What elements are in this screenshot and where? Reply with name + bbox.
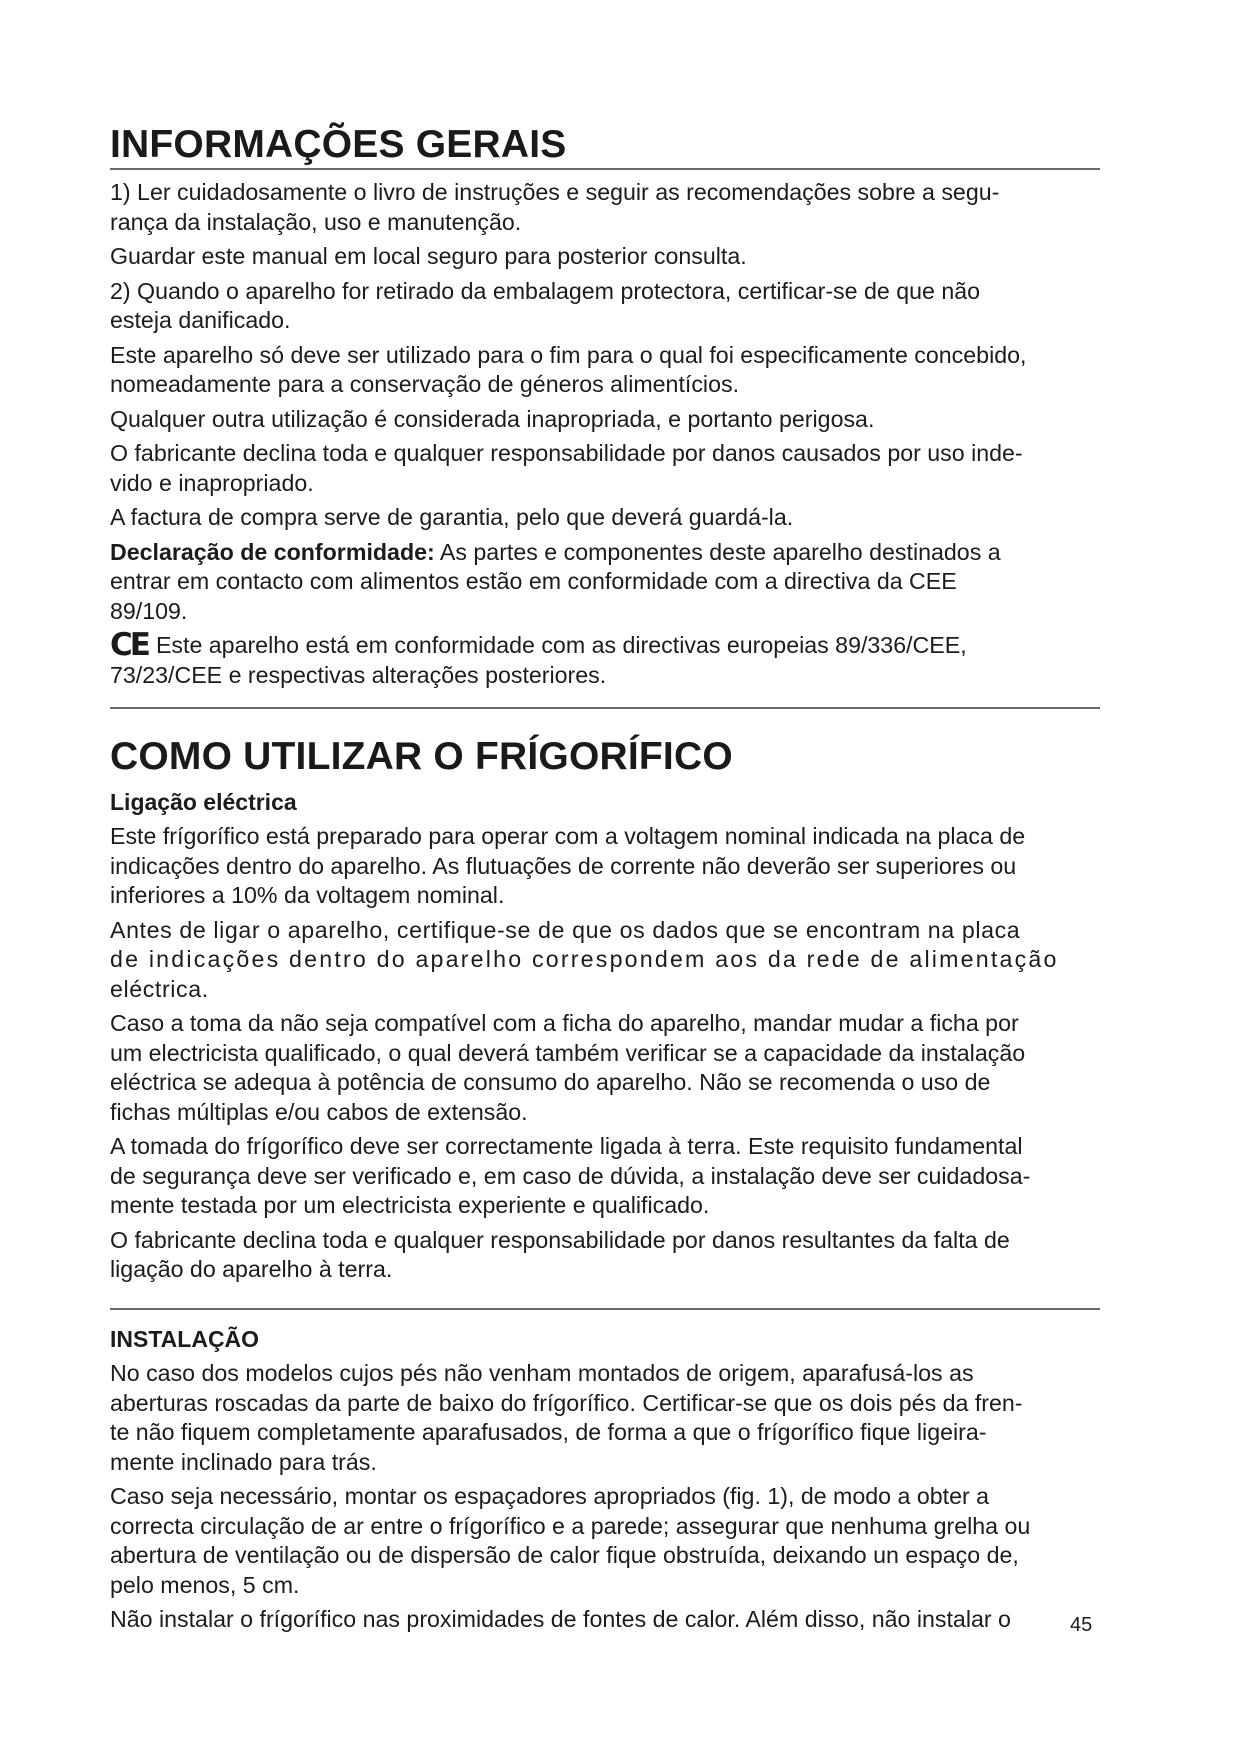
paragraph: 1) Ler cuidadosamente o livro de instruções e seguir as recomendações sobre a segu- rança da instalação, uso e manutenção. [110, 179, 1000, 235]
subsection-title-instalacao: INSTALAÇÃO [110, 1326, 260, 1352]
section-title-como-utilizar: COMO UTILIZAR O FRÍGORÍFICO [110, 735, 733, 778]
paragraph: Caso a toma da não seja compatível com a ficha do aparelho, mandar mudar a ficha por um electricista qualificado, o qual deverá também verificar se a capacidade da instalação eléctrica se adequa à potência de consumo do aparelho. Não se recomenda o uso de fichas múltiplas e/ou cabos de extensão. [110, 1010, 1026, 1125]
section-divider [110, 168, 1100, 170]
paragraph: A factura de compra serve de garantia, pelo que deverá guardá-la. [110, 504, 794, 530]
paragraph: 2) Quando o aparelho for retirado da embalagem protectora, certificar-se de que não esteja danificado. [110, 277, 981, 333]
section-instalacao-body [110, 1324, 1100, 1635]
paragraph: Qualquer outra utilização é considerada inapropriada, e portanto perigosa. [110, 405, 875, 432]
paragraph: Não instalar o frígorífico nas proximidades de fontes de calor. Além disso, não instalar o [110, 1606, 1011, 1632]
paragraph: A tomada do frígorífico deve ser correctamente ligada à terra. Este requisito fundamental de segurança deve ser verificado e, em caso de dúvida, a instalação deve ser cuidadosa- mente testada por um electricista experiente e qualificado. [110, 1133, 1031, 1218]
section-divider [110, 707, 1100, 709]
page-number: 45 [1070, 1614, 1093, 1636]
section-title-informacoes-gerais: INFORMAÇÕES GERAIS [110, 123, 567, 166]
paragraph: Caso seja necessário, montar os espaçadores apropriados (fig. 1), de modo a obter a correcta circulação de ar entre o frígorífico e a parede; assegurar que nenhuma grelha ou abertura de ventilação ou de dispersão de calor fique obstruída, deixando un espaço de, pelo menos, 5 cm. [110, 1483, 1031, 1598]
paragraph: Antes de ligar o aparelho, certifique-se de que os dados que se encontram na placa de indicações dentro do aparelho correspondem aos da rede de alimentação eléctrica. [110, 916, 1059, 1002]
paragraph: Guardar este manual em local seguro para posterior consulta. [110, 243, 747, 269]
paragraph-ce: CE Este aparelho está em conformidade com as directivas europeias 89/336/CEE, 73/23/CEE e respectivas alterações posteriores. [110, 627, 967, 688]
section-como-utilizar-body [110, 787, 1100, 1285]
paragraph: O fabricante declina toda e qualquer responsabilidade por danos resultantes da falta de ligação do aparelho à terra. [110, 1226, 1010, 1282]
section-divider [110, 1308, 1100, 1310]
declaration-label: Declaração de conformidade: [110, 538, 435, 565]
paragraph: O fabricante declina toda e qualquer responsabilidade por danos causados por uso inde- vido e inapropriado. [110, 440, 1023, 496]
section-informacoes-gerais-body [110, 178, 1100, 690]
paragraph-declaration: Declaração de conformidade: As partes e componentes deste aparelho destinados a entrar em contacto com alimentos estão em conformidade com a directiva da CEE 89/109. [110, 538, 1001, 624]
paragraph: Este aparelho só deve ser utilizado para o fim para o qual foi especificamente concebido, nomeadamente para a conservação de géneros alimentícios. [110, 341, 1027, 397]
subsection-title-ligacao: Ligação eléctrica [110, 789, 297, 815]
ce-mark-icon: CE [110, 627, 148, 663]
paragraph: No caso dos modelos cujos pés não venham montados de origem, aparafusá-los as aberturas roscadas da parte de baixo do frígorífico. Certificar-se que os dois pés da fren- te não fiquem completamente aparafusados, de forma a que o frígorífico fique ligeira- mente inclinado para trás. [110, 1360, 1023, 1475]
paragraph: Este frígorífico está preparado para operar com a voltagem nominal indicada na placa de indicações dentro do aparelho. As flutuações de corrente não deverão ser superiores ou inferiores a 10% da voltagem nominal. [110, 823, 1026, 908]
